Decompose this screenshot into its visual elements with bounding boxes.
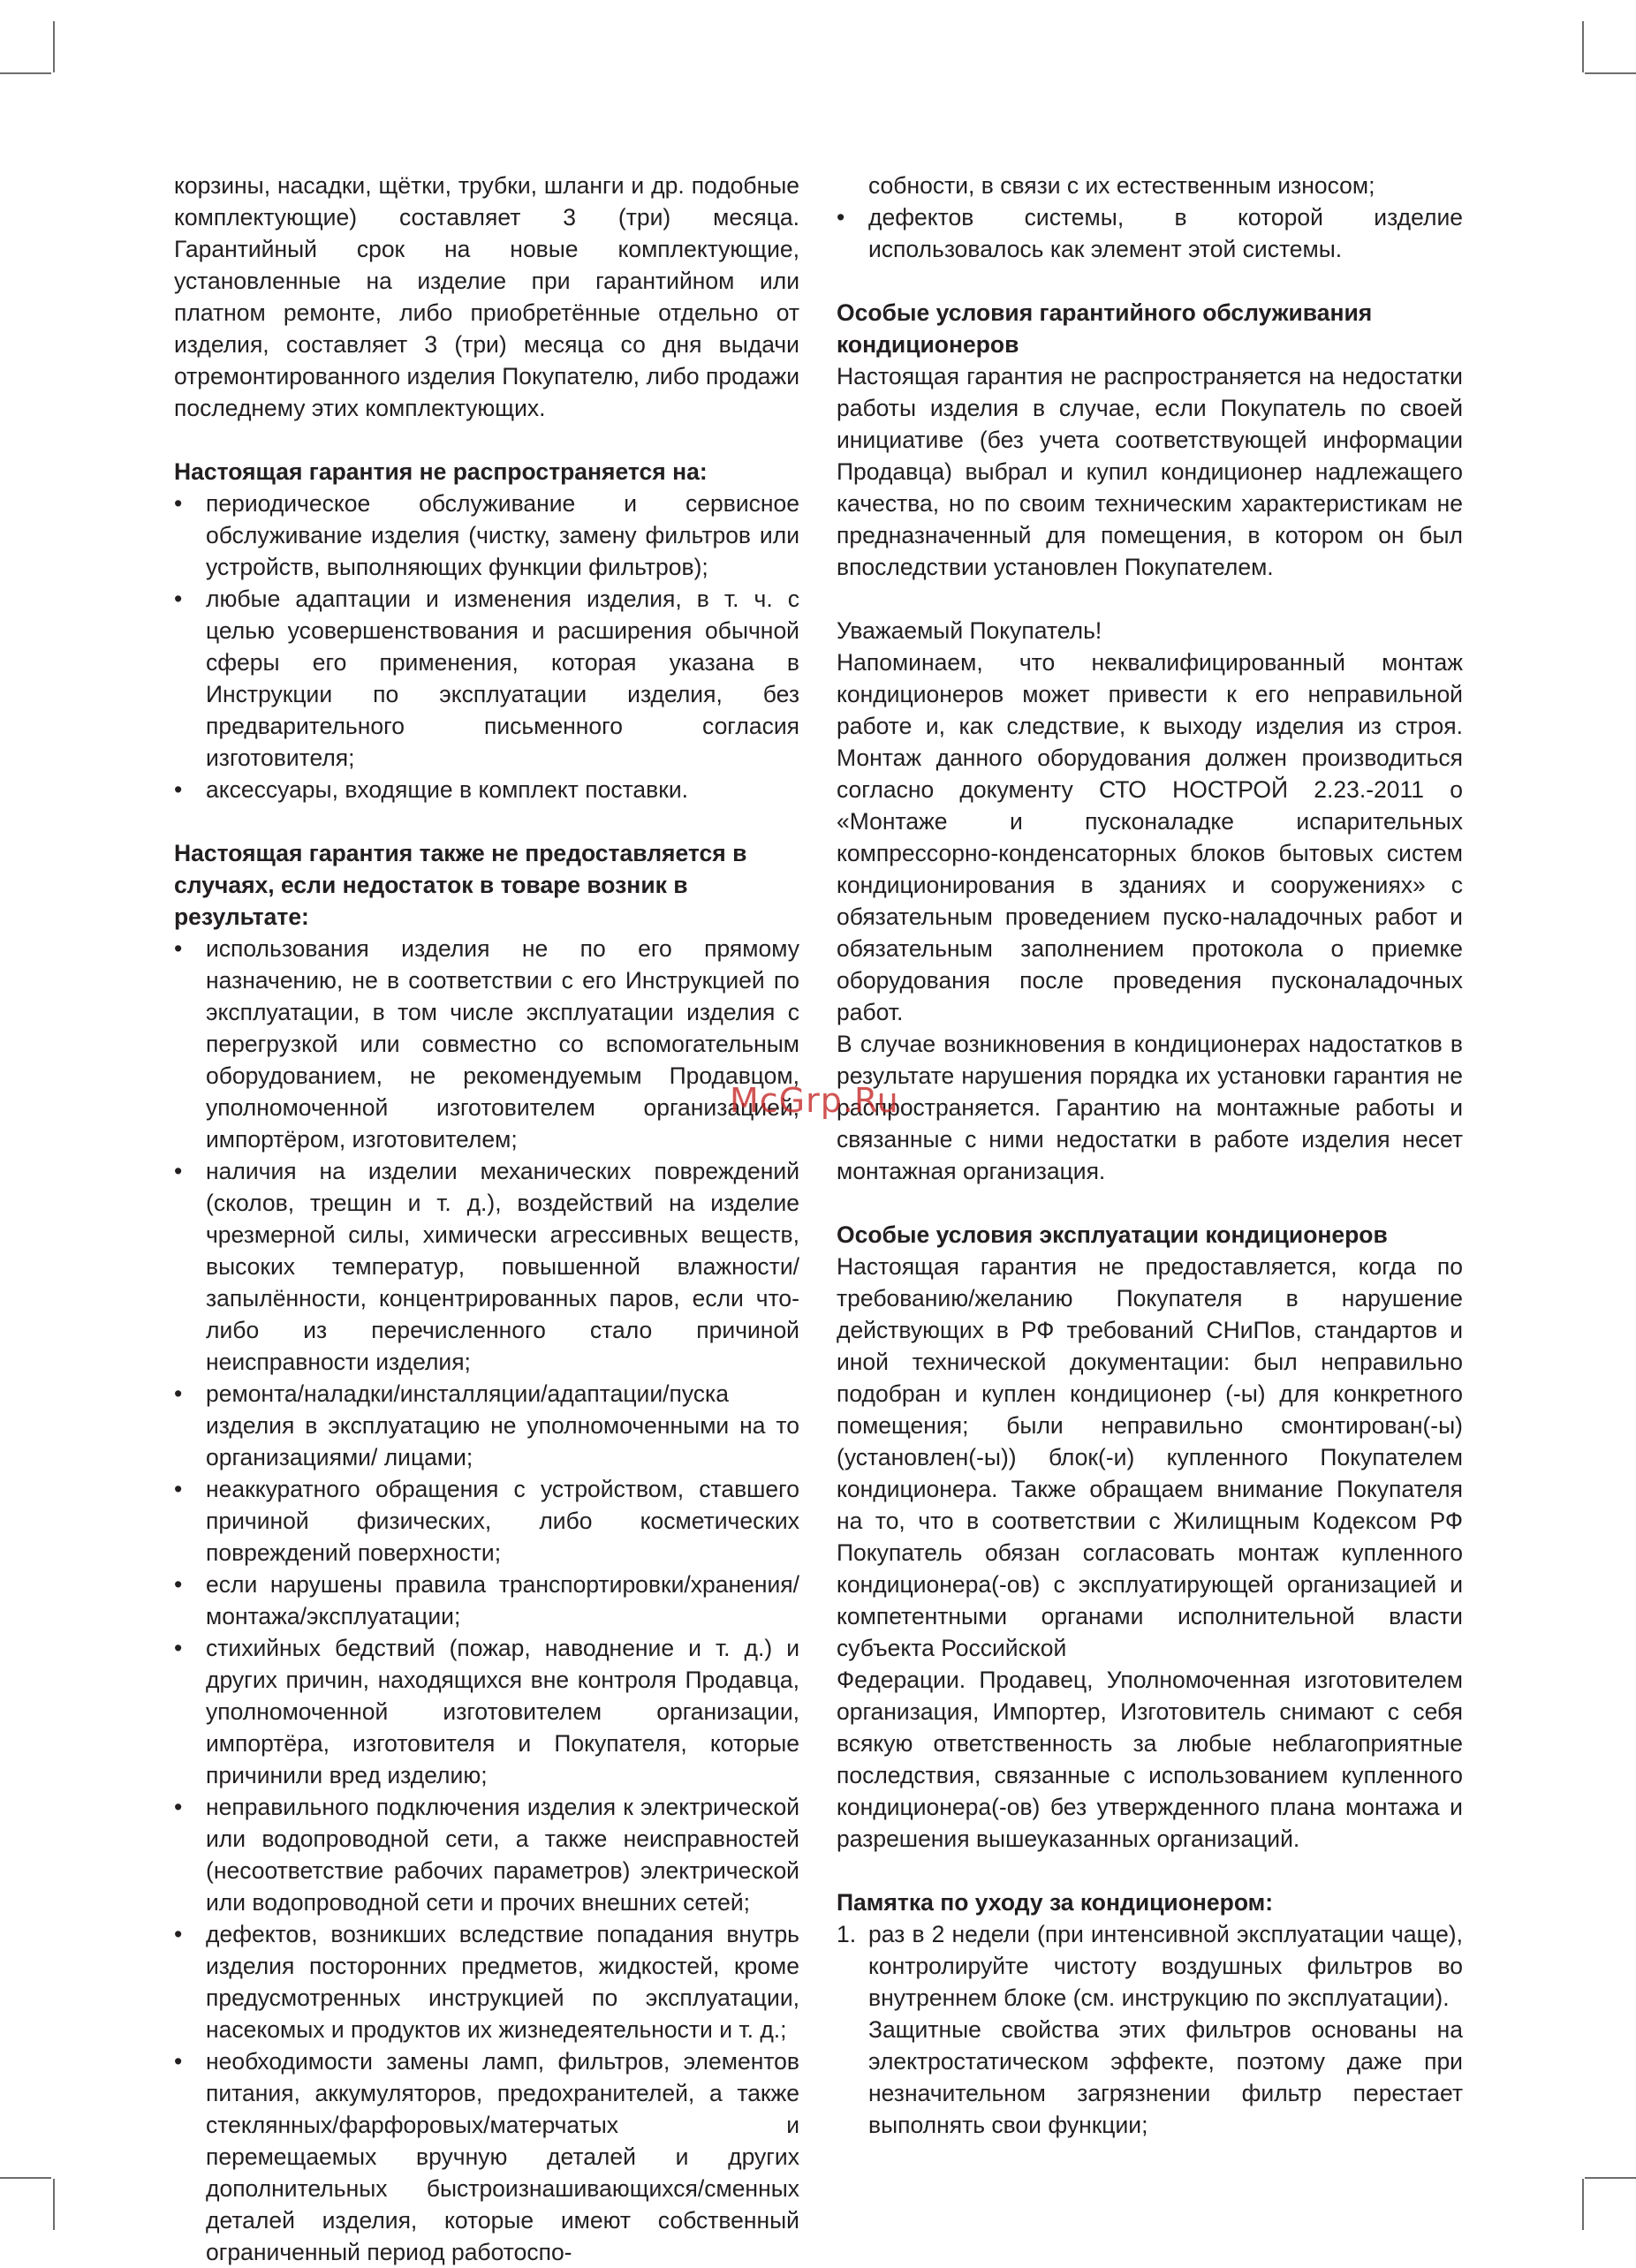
paragraph: Настоящая гарантия не предоставляется, когда по требованию/желанию Покупателя в нарушение действующих в РФ требований СНиПов, стандартов и иной технической документации: был неправильно подобран и куплен кондиционер (-ы) для конкретного помещения; были неправильно смонтирован(-ы) (установлен(-ы)) блок(-и) купленного Покупателем кондиционера. Также обращаем внимание Покупателя на то, что в соответствии с Жилищным Кодексом РФ Покупатель обязан согласовать монтаж купленного кондиционера(-ов) с эксплуатирующей организацией и компетентными органами исполнительной власти субъекта Российской (837, 1253, 1463, 1661)
intro-paragraph: корзины, насадки, щётки, трубки, шланги и др. подобные комплектующие) составляет 3 (три) месяца. Гарантийный срок на новые комплектующие, установленные на изделие при гарантийном или платном ремонте, либо приобретённые отдельно от изделия, составляет 3 (три) месяца со дня выдачи отремонтированного изделия Покупателю, либо продажи последнему этих комплектующих. (174, 172, 799, 421)
bullet-marker: • (174, 2048, 183, 2075)
list-number: 1. (837, 1921, 857, 1947)
list-item-text: неправильного подключения изделия к электрической или водопроводной сети, а также неисправностей (несоответствие рабочих параметров) электрической или водопроводной сети и прочих внешних сетей; (206, 1794, 799, 1916)
bullet-marker: • (174, 586, 183, 612)
list-item (174, 1569, 799, 1632)
list-item (174, 1791, 799, 1918)
crop-mark (53, 21, 55, 72)
list-item-text: наличия на изделии механических повреждений (сколов, трещин и т. д.), воздействий на изделие чрезмерной силы, химически агрессивных веществ, высоких температур, повышенной влажности/запылённости, концентрированных паров, если что-либо из перечисленного стало причиной неисправности изделия; (206, 1158, 799, 1375)
bullet-list (174, 933, 799, 2268)
address-line: Уважаемый Покупатель! (837, 617, 1102, 644)
list-item-text: неаккуратного обращения с устройством, ставшего причиной физических, либо косметических повреждений поверхности; (206, 1476, 799, 1566)
bullet-marker: • (174, 1158, 183, 1184)
list-item-text: если нарушены правила транспортировки/хранения/монтажа/эксплуатации; (206, 1571, 799, 1629)
list-item (174, 1155, 799, 1378)
list-item-text: Защитные свойства этих фильтров основаны на электростатическом эффекте, поэтому даже при незначительном загрязнении фильтр перестает выполнять свои функции; (868, 2016, 1463, 2138)
section-heading: Памятка по уходу за кондиционером: (837, 1889, 1274, 1916)
list-item (174, 1378, 799, 1473)
crop-mark (0, 72, 51, 74)
list-item (174, 1473, 799, 1569)
list-item (837, 1918, 1463, 2141)
bullet-marker: • (174, 490, 183, 517)
bullet-marker: • (174, 935, 183, 962)
crop-mark (1582, 2179, 1584, 2230)
list-item (174, 933, 799, 1155)
crop-mark (1582, 21, 1584, 72)
left-column (174, 170, 799, 2268)
watermark: McGrp.Ru (730, 1081, 899, 1120)
list-item-text: раз в 2 недели (при интенсивной эксплуатации чаще), контролируйте чистоту воздушных фильтров во внутреннем блоке (см. инструкцию по эксплуатации). (868, 1921, 1463, 2011)
paragraph: Федерации. Продавец, Уполномоченная изготовителем организация, Импортер, Изготовитель снимают с себя всякую ответственность за любые неблагоприятные последствия, связанные с использованием купленного кондиционера(-ов) без утвержденного плана монтажа и разрешения вышеуказанных организаций. (837, 1667, 1463, 1852)
list-item-text: периодическое обслуживание и сервисное обслуживание изделия (чистку, замену фильтров или устройств, выполняющих функции фильтров); (206, 490, 799, 580)
section-heading: Настоящая гарантия не распространяется на: (174, 458, 708, 485)
list-item-text: дефектов системы, в которой изделие использовалось как элемент этой системы. (868, 204, 1463, 262)
bullet-marker: • (174, 1635, 183, 1661)
right-column (837, 170, 1463, 2141)
section-heading: Настоящая гарантия также не предоставляется в случаях, если недостаток в товаре возник в результате: (174, 840, 747, 930)
crop-mark (1585, 2177, 1636, 2179)
list-item-text: ремонта/наладки/инсталляции/адаптации/пуска изделия в эксплуатацию не уполномоченными на то организациями/ лицами; (206, 1380, 799, 1470)
list-item-text: любые адаптации и изменения изделия, в т. ч. с целью усовершенствования и расширения обычной сферы его применения, которая указана в Инструкции по эксплуатации изделия, без предварительного письменного согласия изготовителя; (206, 586, 799, 771)
bullet-marker: • (837, 204, 845, 231)
list-item (174, 774, 799, 805)
continuation-text: собности, в связи с их естественным износом; (868, 172, 1375, 199)
list-item (174, 1632, 799, 1791)
numbered-list (837, 1918, 1463, 2141)
crop-mark (0, 2177, 51, 2179)
list-item (174, 1918, 799, 2045)
crop-mark (1585, 72, 1636, 74)
list-item-text: стихийных бедствий (пожар, наводнение и т. д.) и других причин, находящихся вне контроля Продавца, уполномоченной изготовителем организации, импортёра, изготовителя и Покупателя, которые причинили вред изделию; (206, 1635, 799, 1788)
bullet-list (174, 488, 799, 805)
list-item (174, 2045, 799, 2268)
bullet-marker: • (174, 1476, 183, 1502)
bullet-marker: • (174, 1380, 183, 1407)
bullet-marker: • (174, 1571, 183, 1598)
list-item-text: аксессуары, входящие в комплект поставки. (206, 776, 689, 803)
list-item-text: дефектов, возникших вследствие попадания внутрь изделия посторонних предметов, жидкостей, кроме предусмотренных инструкцией по эксплуатации, насекомых и продуктов их жизнедеятельности и т. д.; (206, 1921, 799, 2043)
list-item (174, 583, 799, 774)
list-item-text: использования изделия не по его прямому назначению, не в соответствии с его Инструкцией по эксплуатации, в том числе эксплуатации изделия с перегрузкой или совместно со вспомогательным оборудованием, не рекомендуемым Продавцом, уполномоченной изготовителем организацией, импортёром, изготовителем; (206, 935, 799, 1153)
paragraph: Настоящая гарантия не распространяется на недостатки работы изделия в случае, если Покупатель по своей инициативе (без учета соответствующей информации Продавца) выбрал и купил кондиционер надлежащего качества, но по своим техническим характеристикам не предназначенный для помещения, в котором он был впоследствии установлен Покупателем. (837, 363, 1463, 580)
paragraph: Напоминаем, что неквалифицированный монтаж кондиционеров может привести к его неправильной работе и, как следствие, к выходу изделия из строя. Монтаж данного оборудования должен производиться согласно документу СТО НОСТРОЙ 2.23.-2011 о «Монтаже и пусконаладке испарительных компрессорно-конденсаторных блоков бытовых систем кондиционирования в зданиях и сооружениях» с обязательным проведением пуско-наладочных работ и обязательным заполнением протокола о приемке оборудования после проведения пусконаладочных работ. (837, 649, 1463, 1025)
crop-mark (53, 2179, 55, 2230)
bullet-list (837, 201, 1463, 265)
section-heading: Особые условия эксплуатации кондиционеров (837, 1221, 1388, 1248)
section-heading: Особые условия гарантийного обслуживания кондиционеров (837, 299, 1373, 358)
list-item (837, 201, 1463, 265)
bullet-marker: • (174, 1921, 183, 1947)
paragraph: В случае возникновения в кондиционерах надостатков в результате нарушения порядка их установки гарантия не распространяется. Гарантию на монтажные работы и связанные с ними недостатки в работе изделия несет монтажная организация. (837, 1031, 1463, 1184)
list-item-text: необходимости замены ламп, фильтров, элементов питания, аккумуляторов, предохранителей, а также стеклянных/фарфоровых/матерчатых и перемещаемых вручную деталей и других дополнительных быстроизнашивающихся/сменных деталей изделия, которые имеют собственный ограниченный период работоспо- (206, 2048, 799, 2265)
list-item (174, 488, 799, 583)
bullet-marker: • (174, 1794, 183, 1820)
bullet-marker: • (174, 776, 183, 803)
